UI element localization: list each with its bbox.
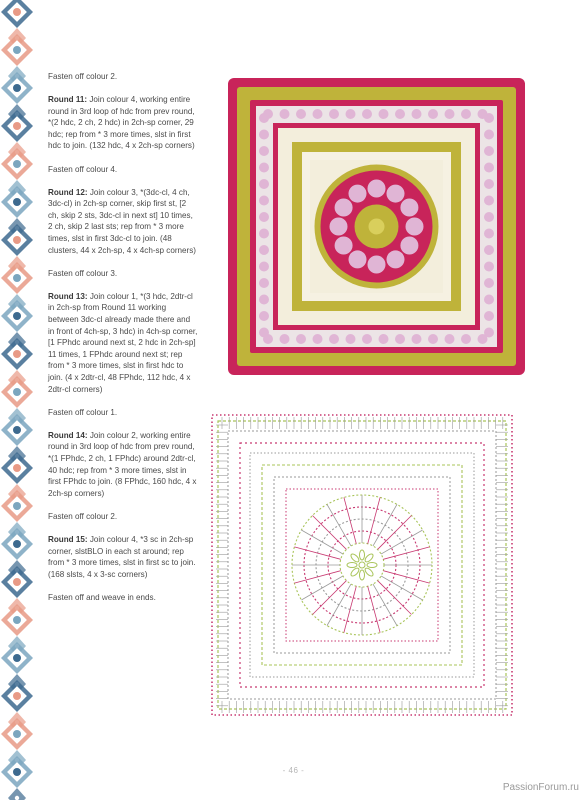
- round-label: Round 11:: [48, 95, 88, 105]
- round-label: Round 15:: [48, 534, 88, 544]
- round-label: Round 12:: [48, 187, 88, 197]
- round-instruction: [48, 534, 198, 580]
- crochet-square-photo: [228, 78, 525, 375]
- watermark: PassionForum.ru: [502, 782, 579, 793]
- decorative-tile-border: [0, 0, 34, 800]
- chart-green-round: [218, 421, 506, 709]
- round-text: Join colour 2, working entire round in 3rd loop of hdc from prev round, *(1 FPhdc, 2 ch, 1 FPhdc) around 2dtr-cl, 40 hdc; rep from * 3 more times, slst in first FPhdc to join. (8 FPhdc, 160 hdc, 4 x 2ch-sp corners): [48, 430, 197, 498]
- round-text: Join colour 3, *(3dc-cl, 4 ch, 3dc-cl) in 2ch-sp corner, skip first st, [2 ch, skip 2 sts, 3dc-cl in next st] 10 times, 2 ch, skip 2 last sts; rep from * 3 more times, slst in first 3dc-cl to join. (48 clusters, 44 x 2ch-sp, 4 x 4ch-sp corners): [48, 187, 196, 255]
- chart-center-star: [347, 550, 377, 580]
- round-text: Join colour 4, working entire round in 3rd loop of hdc from prev round, *(2 hdc, 2 ch, 2 hdc) in 2ch-sp corner, 29 hdc; rep from * 3 more times, slst in first hdc to join. (132 hdc, 4 x 2ch-sp corners): [48, 95, 195, 151]
- chart-spokes: [292, 495, 432, 635]
- fasten-note: Fasten off and weave in ends.: [48, 592, 156, 602]
- round-instruction: [48, 187, 198, 257]
- center-dot: [369, 219, 385, 235]
- chart-pink-round: [240, 443, 484, 687]
- crochet-stitch-diagram: [210, 403, 514, 727]
- fasten-note: Fasten off colour 2.: [48, 72, 118, 81]
- fasten-note: Fasten off colour 1.: [48, 407, 118, 417]
- tile-motif: [1, 756, 33, 800]
- round-instruction: [48, 291, 198, 395]
- round-label: Round 14:: [48, 430, 88, 440]
- chart-magic-ring: [359, 562, 365, 568]
- chart-outer-round: [212, 415, 512, 715]
- round-instruction: [48, 94, 198, 152]
- round-text: Join colour 1, *(3 hdc, 2dtr-cl in 2ch-sp from Round 11 working between 3dc-cl already made there and in front of 4ch-sp, 3 hdc) in 4ch-sp corner, [1 FPhdc around next st, 2 hdc in 2ch-sp] 11 times, 1 FPhdc around next st; rep from * 3 more times, slst in first hdc to join. (4 x 2dtr-cl, 48 FPhdc, 112 hdc, 4 x 2dtr-cl corners): [48, 291, 198, 394]
- fasten-note: Fasten off colour 2.: [48, 511, 118, 521]
- round-label: Round 13:: [48, 291, 88, 301]
- pattern-instructions: [48, 71, 198, 615]
- round-instruction: [48, 430, 198, 500]
- chart-grey-round: [228, 431, 496, 699]
- chart-stitch-ticks: [216, 417, 508, 713]
- fasten-note: Fasten off colour 4.: [48, 164, 118, 174]
- fasten-note: Fasten off colour 3.: [48, 268, 118, 278]
- page-number: - 46 -: [282, 766, 305, 775]
- round-text: Join colour 4, *3 sc in 2ch-sp corner, slstBLO in each st around; rep from * 3 more times, slst in first sc to join. (168 slsts, 4 x 3-sc corners): [48, 534, 196, 579]
- chart-grey-round-2: [250, 453, 474, 677]
